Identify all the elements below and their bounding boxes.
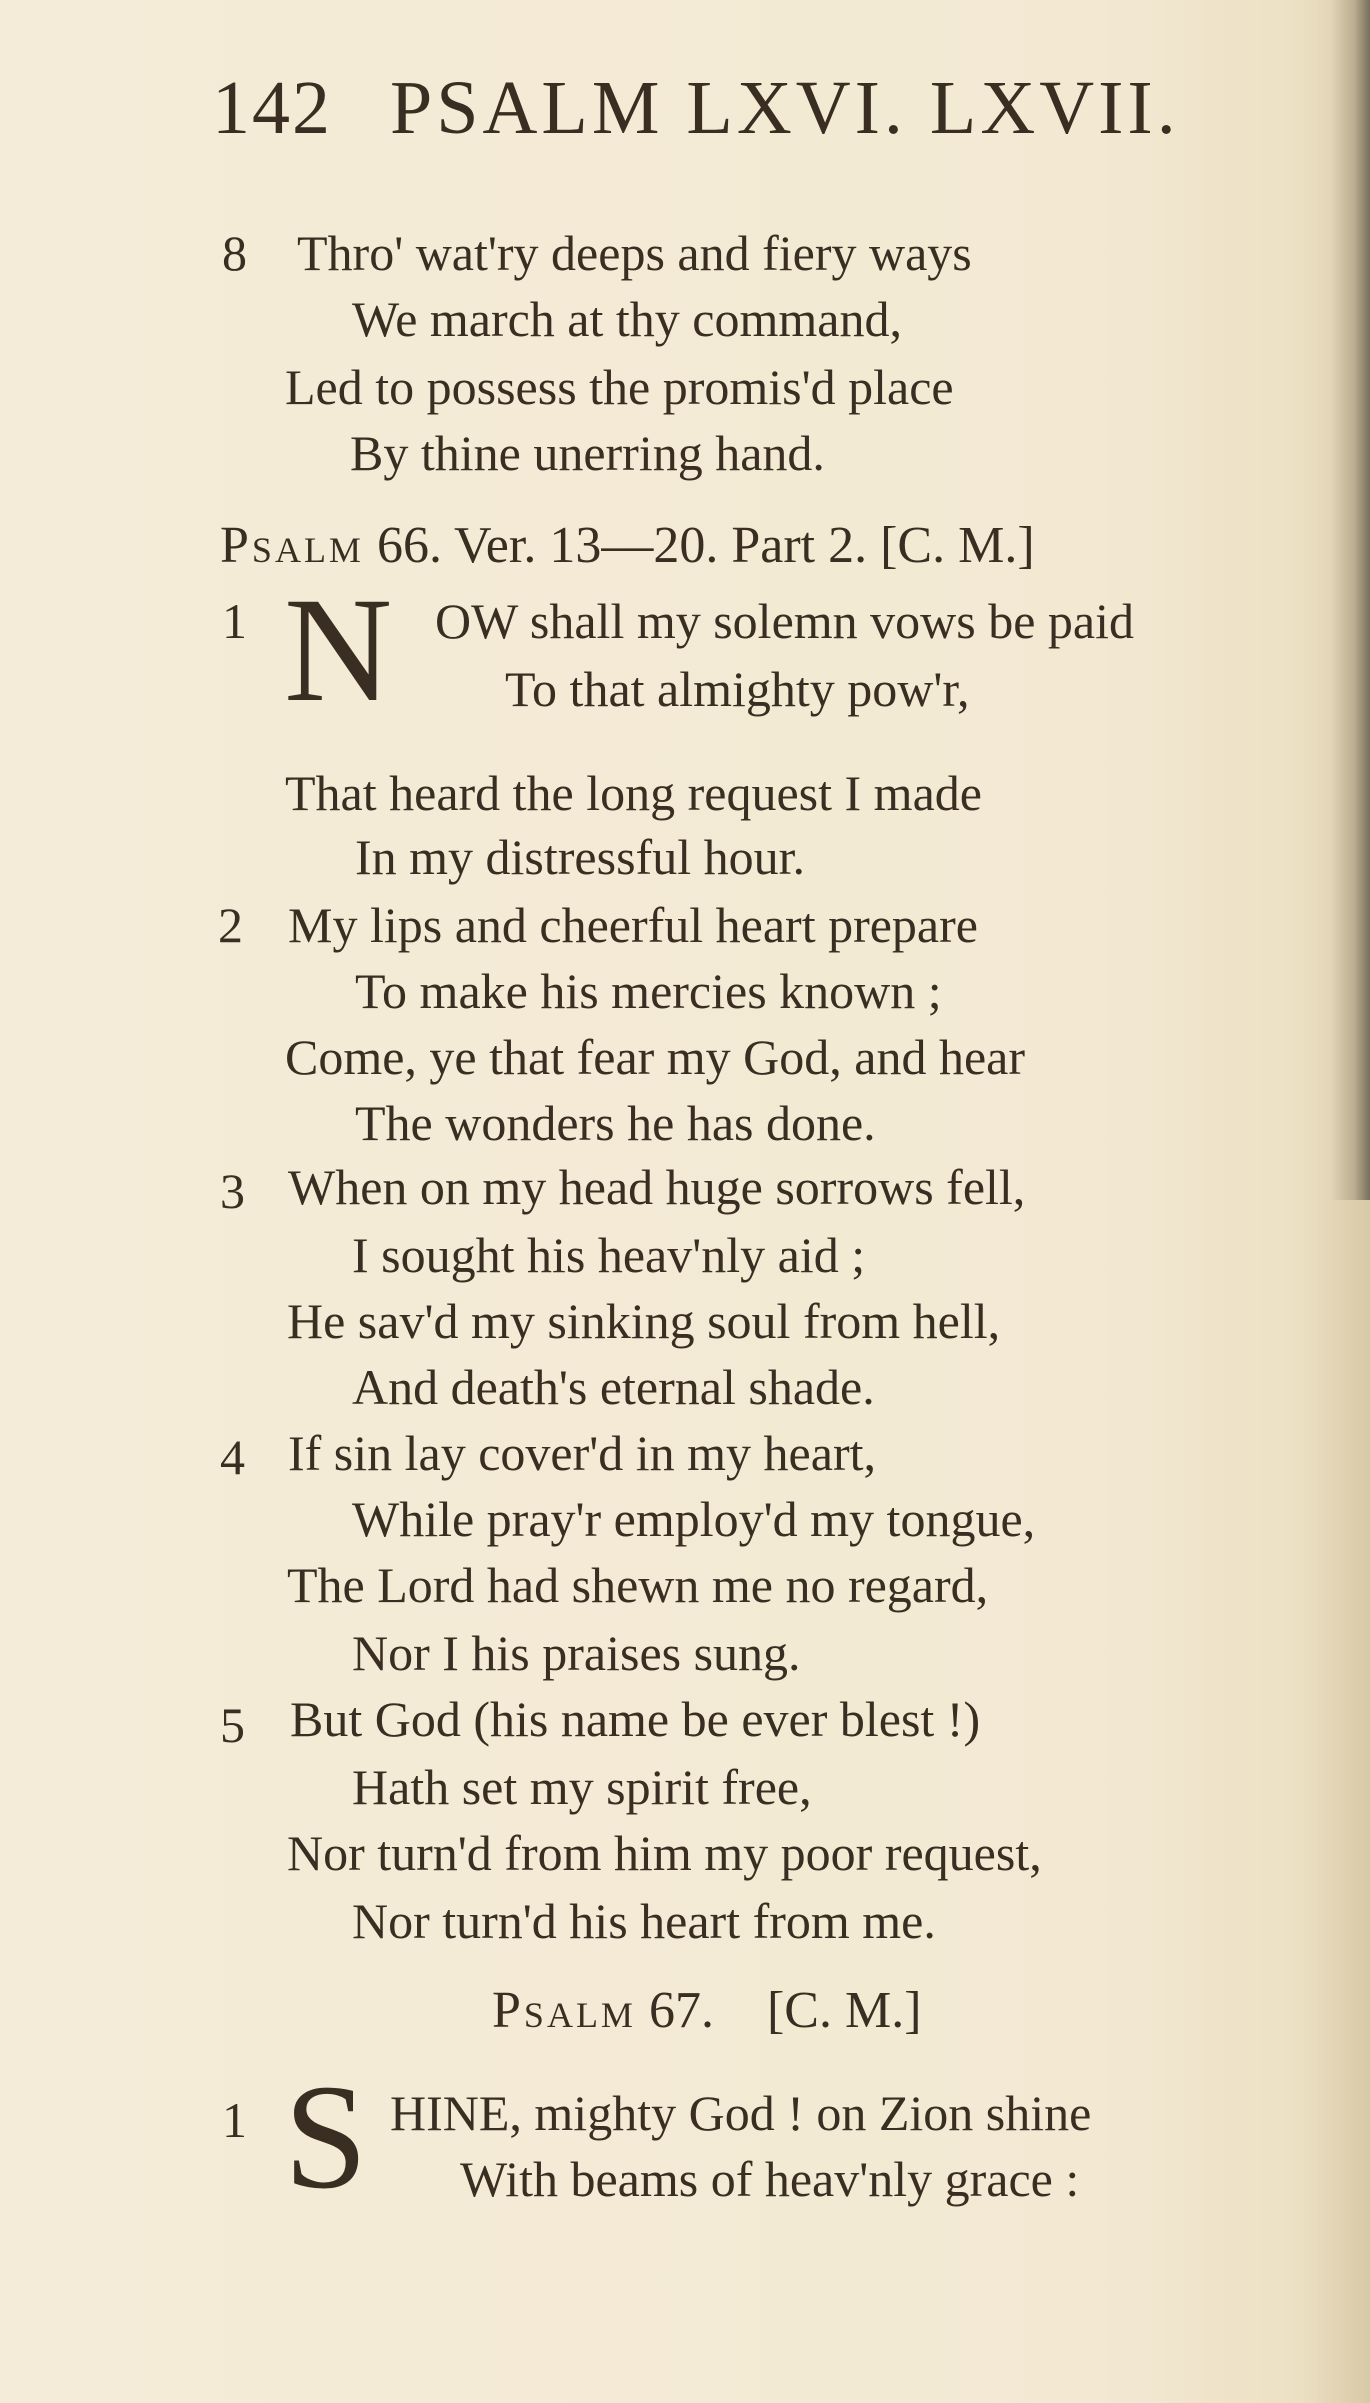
verse-line: Thro' wat'ry deeps and fiery ways	[297, 225, 972, 281]
verse-line: I sought his heav'nly aid ;	[352, 1227, 866, 1283]
psalm-heading	[220, 517, 1035, 574]
verse-line: Led to possess the promis'd place	[285, 359, 954, 415]
verse-line: Come, ye that fear my God, and hear	[285, 1029, 1026, 1085]
drop-cap: N	[284, 567, 393, 733]
verse-number: 2	[218, 897, 243, 953]
verse-line: He sav'd my sinking soul from hell,	[287, 1293, 1001, 1349]
verse-number: 3	[220, 1163, 245, 1219]
verse-line: In my distressful hour.	[355, 829, 805, 885]
verse-line: With beams of heav'nly grace :	[460, 2151, 1080, 2207]
verse-line: Hath set my spirit free,	[352, 1759, 812, 1815]
verse-line: To that almighty pow'r,	[505, 661, 970, 717]
verse-line: By thine unerring hand.	[350, 425, 825, 481]
verse-number: 5	[220, 1697, 245, 1753]
meter: [C. M.]	[766, 1982, 922, 2039]
drop-cap: S	[284, 2054, 368, 2220]
psalm-word: Psalm	[492, 1982, 636, 2039]
verse-number: 4	[220, 1429, 245, 1485]
verse-line: We march at thy command,	[352, 291, 902, 347]
verse-line: If sin lay cover'd in my heart,	[288, 1425, 876, 1481]
verse-line: OW shall my solemn vows be paid	[435, 593, 1134, 649]
psalm-number: 66.	[376, 517, 442, 574]
psalm-word: Psalm	[220, 517, 364, 574]
verse-line: The wonders he has done.	[355, 1095, 876, 1151]
verse-line: While pray'r employ'd my tongue,	[352, 1491, 1036, 1547]
verse-number: 8	[222, 225, 247, 281]
verse-number: 1	[222, 593, 247, 649]
verse-line: My lips and cheerful heart prepare	[288, 897, 978, 953]
page-number: 142	[212, 66, 332, 150]
verse-line: To make his mercies known ;	[355, 963, 942, 1019]
verse-line: That heard the long request I made	[285, 765, 982, 821]
verse-line: Nor turn'd his heart from me.	[352, 1893, 936, 1949]
verse-number: 1	[222, 2092, 247, 2148]
verse-line: And death's eternal shade.	[352, 1359, 875, 1415]
verse-line: When on my head huge sorrows fell,	[288, 1159, 1026, 1215]
page-edge-shadow	[1330, 0, 1370, 1200]
meter: [C. M.]	[880, 517, 1035, 574]
verse-line: Nor turn'd from him my poor request,	[287, 1825, 1042, 1881]
verse-line: The Lord had shewn me no regard,	[287, 1557, 989, 1613]
psalm-heading	[492, 1982, 922, 2039]
verse-line: But God (his name be ever blest !)	[290, 1691, 981, 1747]
verse-range: Ver. 13—20. Part 2.	[454, 517, 868, 574]
verse-line: HINE, mighty God ! on Zion shine	[390, 2085, 1092, 2141]
running-title: PSALM LXVI. LXVII.	[390, 66, 1180, 150]
verse-line: Nor I his praises sung.	[352, 1625, 801, 1681]
psalm-number: 67.	[648, 1982, 714, 2039]
